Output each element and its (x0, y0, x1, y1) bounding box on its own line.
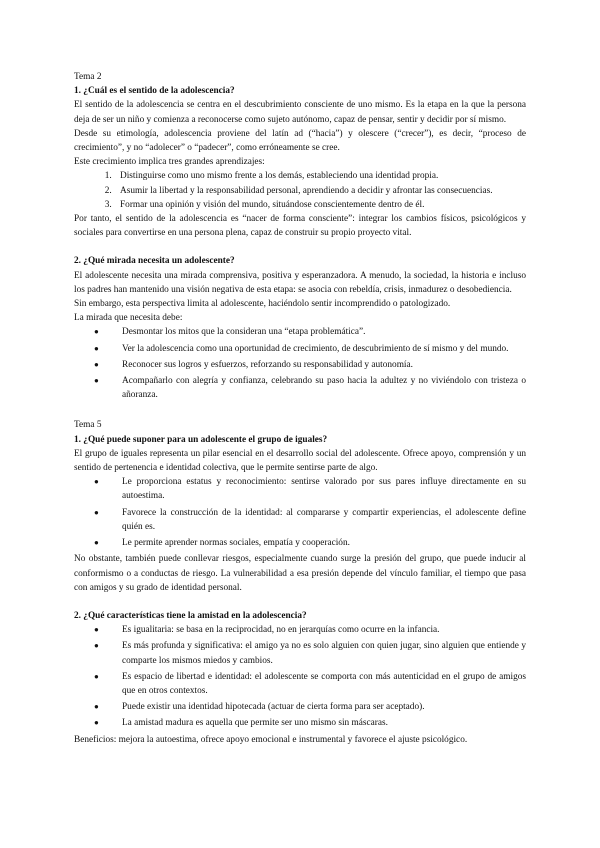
topic-label: Tema 5 (74, 420, 102, 431)
list-item: ● Le proporciona estatus y reconocimiento: sentirse valorado por sus pares influye directamente en su autoestima. (114, 475, 526, 503)
paragraph: Este crecimiento implica tres grandes aprendizajes: (74, 157, 265, 168)
question-heading: 2. ¿Qué características tiene la amistad en la adolescencia? (74, 610, 307, 621)
list-item: ● Es espacio de libertad e identidad: el adolescente se comporta con más autenticidad en el grupo de amigos que en otros contextos. (114, 670, 526, 698)
paragraph: Desde su etimología, adolescencia proviene del latín ad (“hacia”) y olescere (“crecer”), es decir, “proceso de crecimiento”, y no “adolecer” o “padecer”, como erróneamente se cree. (74, 128, 526, 154)
list-item: 3. Formar una opinión y visión del mundo, situándose conscientemente dentro de él. (114, 198, 526, 212)
list-item: ● Es igualitaria: se basa en la reciprocidad, no en jerarquías como ocurre en la infancia. (114, 623, 526, 637)
list-item: ● Desmontar los mitos que la consideran una “etapa problemática”. (114, 325, 526, 339)
bullet-list (74, 623, 526, 730)
list-item: ● Puede existir una identidad hipotecada (actuar de cierta forma para ser aceptado). (114, 700, 526, 714)
paragraph: Beneficios: mejora la autoestima, ofrece apoyo emocional e instrumental y favorece el ajuste psicológico. (74, 734, 468, 745)
question-heading: 1. ¿Qué puede suponer para un adolescente el grupo de iguales? (74, 434, 328, 445)
list-item: ● Reconocer sus logros y esfuerzos, reforzando su responsabilidad y autonomía. (114, 358, 526, 372)
paragraph: La mirada que necesita debe: (74, 313, 183, 324)
paragraph: El sentido de la adolescencia se centra en el descubrimiento consciente de uno mismo. Es la etapa en la que la persona deja de ser un niño y comienza a reconocerse como sujeto autónomo, capaz de pensar, sentir y decidir por sí mismo. (74, 100, 526, 125)
bullet-list (74, 475, 526, 550)
paragraph: Sin embargo, esta perspectiva limita al adolescente, haciéndolo sentir incomprendido o patologizado. (74, 299, 451, 310)
paragraph: El grupo de iguales representa un pilar esencial en el desarrollo social del adolescente. Ofrece apoyo, comprensión y un sentido de pertenencia e identidad colectiva, que le permite sentirse parte de algo. (74, 448, 526, 474)
list-item: 1. Distinguirse como uno mismo frente a los demás, estableciendo una identidad propia. (114, 169, 526, 183)
question-heading: 2. ¿Qué mirada necesita un adolescente? (74, 256, 235, 267)
numbered-list (74, 169, 526, 212)
paragraph: Por tanto, el sentido de la adolescencia es “nacer de forma consciente”: integrar los cambios físicos, psicológicos y sociales para convertirse en una persona plena, capaz de construir su propio proyecto vital. (74, 214, 526, 239)
list-item: ● Favorece la construcción de la identidad: al compararse y compartir experiencias, el adolescente define quién es. (114, 506, 526, 534)
list-item: ● La amistad madura es aquella que permite ser uno mismo sin máscaras. (114, 716, 526, 730)
bullet-list (74, 325, 526, 402)
list-item: ● Es más profunda y significativa: el amigo ya no es solo alguien con quien jugar, sino alguien que entiende y comparte los mismos miedos y cambios. (114, 639, 526, 667)
list-item: 2. Asumir la libertad y la responsabilidad personal, aprendiendo a decidir y afrontar las consecuencias. (114, 184, 526, 198)
topic-label: Tema 2 (74, 72, 102, 82)
list-item: ● Acompañarlo con alegría y confianza, celebrando su paso hacia la adultez y no viviéndolo con tristeza o añoranza. (114, 374, 526, 402)
paragraph: El adolescente necesita una mirada comprensiva, positiva y esperanzadora. A menudo, la sociedad, la historia e incluso los padres han mantenido una visión negativa de esta etapa: se asocia con rebeldía, crisis, inmadurez o desobediencia. (74, 270, 526, 295)
question-heading: 1. ¿Cuál es el sentido de la adolescencia? (74, 86, 235, 97)
paragraph: No obstante, también puede conllevar riesgos, especialmente cuando surge la presión del grupo, que puede inducir al conformismo o a conductas de riesgo. La vulnerabilidad a esa presión depende del vínculo familiar, el tiempo que pasa con amigos y su grado de identidad personal. (74, 554, 526, 593)
list-item: ● Le permite aprender normas sociales, empatía y cooperación. (114, 536, 526, 550)
list-item: ● Ver la adolescencia como una oportunidad de crecimiento, de descubrimiento de sí mismo y del mundo. (114, 342, 526, 356)
